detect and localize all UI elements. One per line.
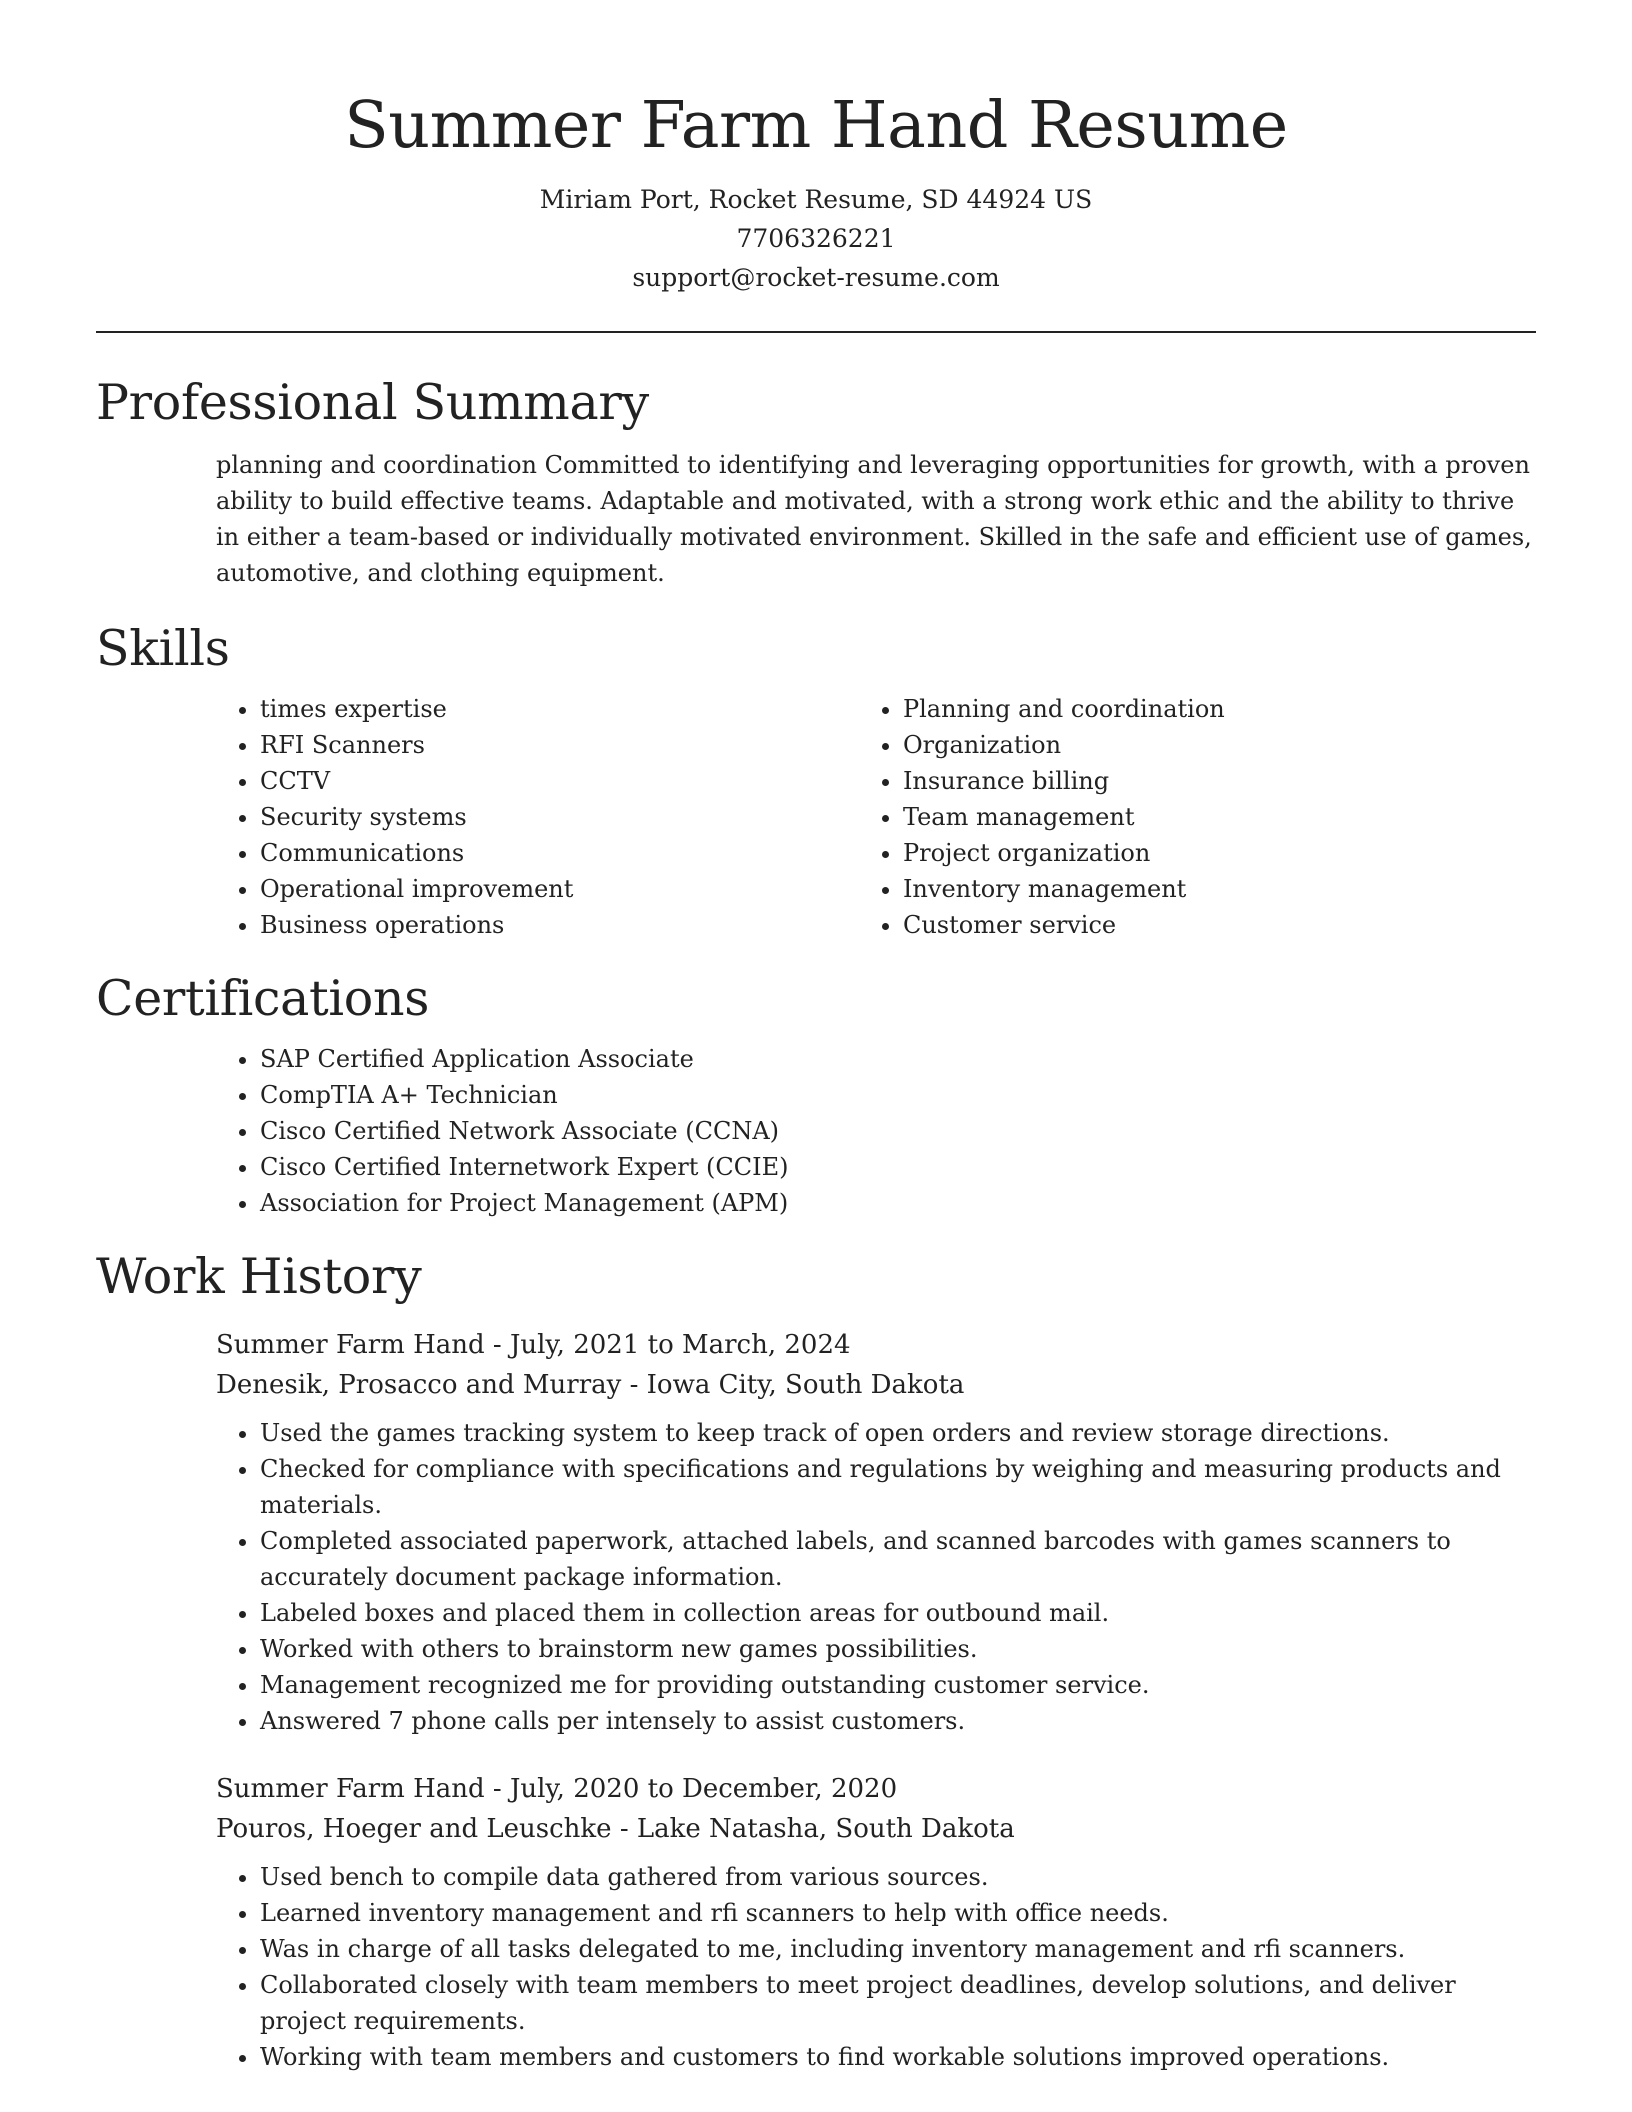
job-bullet: • Completed associated paperwork, attached labels, and scanned barcodes with games scanners to accurately document package information. xyxy=(260,1523,1536,1595)
job-bullet: • Was in charge of all tasks delegated to me, including inventory management and rfi scanners. xyxy=(260,1931,1536,1967)
certification-item: • CompTIA A+ Technician xyxy=(260,1077,1536,1113)
contact-email: support@rocket-resume.com xyxy=(632,263,1000,292)
job-entry xyxy=(96,1769,1536,2075)
job-entry xyxy=(96,1325,1536,1739)
certification-item: • SAP Certified Application Associate xyxy=(260,1041,1536,1077)
job-title-line: Summer Farm Hand - July, 2020 to December, 2020 xyxy=(216,1774,898,1804)
skill-item: • Team management xyxy=(903,799,1536,835)
resume-page xyxy=(96,0,1536,2075)
certifications-section xyxy=(96,969,1536,1221)
certification-item: • Cisco Certified Internetwork Expert (CCIE) xyxy=(260,1149,1536,1185)
skill-item: • Project organization xyxy=(903,835,1536,871)
job-bullets xyxy=(96,1415,1536,1739)
job-bullet: • Management recognized me for providing outstanding customer service. xyxy=(260,1667,1536,1703)
contact-phone: 7706326221 xyxy=(736,224,896,253)
job-bullet: • Used the games tracking system to keep track of open orders and review storage directions. xyxy=(260,1415,1536,1451)
skill-item: • CCTV xyxy=(260,763,903,799)
job-bullet: • Learned inventory management and rfi scanners to help with office needs. xyxy=(260,1895,1536,1931)
skill-item: • Customer service xyxy=(903,907,1536,943)
skill-item: • Operational improvement xyxy=(260,871,903,907)
certification-item: • Cisco Certified Network Associate (CCNA) xyxy=(260,1113,1536,1149)
job-bullets xyxy=(96,1859,1536,2075)
summary-section xyxy=(96,373,1536,591)
job-bullet: • Labeled boxes and placed them in collection areas for outbound mail. xyxy=(260,1595,1536,1631)
skill-item: • Inventory management xyxy=(903,871,1536,907)
certifications-list xyxy=(96,1041,1536,1221)
skill-item: • Security systems xyxy=(260,799,903,835)
skill-item: • times expertise xyxy=(260,691,903,727)
summary-text: planning and coordination Committed to identifying and leveraging opportunities for growth, with a proven ability to build effective teams. Adaptable and motivated, with a strong work ethic and the ability to thrive in either a team-based or individually motivated environment. Skilled in the safe and efficient use of games, automotive, and clothing equipment. xyxy=(216,451,1532,587)
header-divider xyxy=(96,331,1536,333)
skills-heading: Skills xyxy=(96,620,230,677)
skill-item: • Insurance billing xyxy=(903,763,1536,799)
job-bullet: • Checked for compliance with specifications and regulations by weighing and measuring products and materials. xyxy=(260,1451,1536,1523)
certifications-heading: Certifications xyxy=(96,970,430,1027)
skills-columns xyxy=(96,691,1536,943)
work-history-heading: Work History xyxy=(96,1248,422,1305)
skill-item: • Business operations xyxy=(260,907,903,943)
job-bullet: • Answered 7 phone calls per intensely to assist customers. xyxy=(260,1703,1536,1739)
job-bullet: • Used bench to compile data gathered from various sources. xyxy=(260,1859,1536,1895)
work-history-section xyxy=(96,1247,1536,2075)
contact-block xyxy=(96,180,1536,297)
skills-section xyxy=(96,619,1536,943)
skill-item: • Communications xyxy=(260,835,903,871)
certification-item: • Association for Project Management (APM) xyxy=(260,1185,1536,1221)
summary-heading: Professional Summary xyxy=(96,374,649,431)
job-title-line: Summer Farm Hand - July, 2021 to March, 2024 xyxy=(216,1330,851,1360)
skills-list-right xyxy=(739,691,1536,943)
resume-header xyxy=(96,0,1536,297)
job-bullet: • Collaborated closely with team members to meet project deadlines, develop solutions, and deliver project requirements. xyxy=(260,1967,1536,2039)
contact-address: Miriam Port, Rocket Resume, SD 44924 US xyxy=(539,185,1093,214)
resume-title: Summer Farm Hand Resume xyxy=(344,88,1288,163)
job-company-line: Denesik, Prosacco and Murray - Iowa City, South Dakota xyxy=(216,1370,965,1400)
job-company-line: Pouros, Hoeger and Leuschke - Lake Natasha, South Dakota xyxy=(216,1814,1015,1844)
job-bullet: • Working with team members and customers to find workable solutions improved operations. xyxy=(260,2039,1536,2075)
skill-item: • Planning and coordination xyxy=(903,691,1536,727)
skill-item: • RFI Scanners xyxy=(260,727,903,763)
skill-item: • Organization xyxy=(903,727,1536,763)
job-bullet: • Worked with others to brainstorm new games possibilities. xyxy=(260,1631,1536,1667)
